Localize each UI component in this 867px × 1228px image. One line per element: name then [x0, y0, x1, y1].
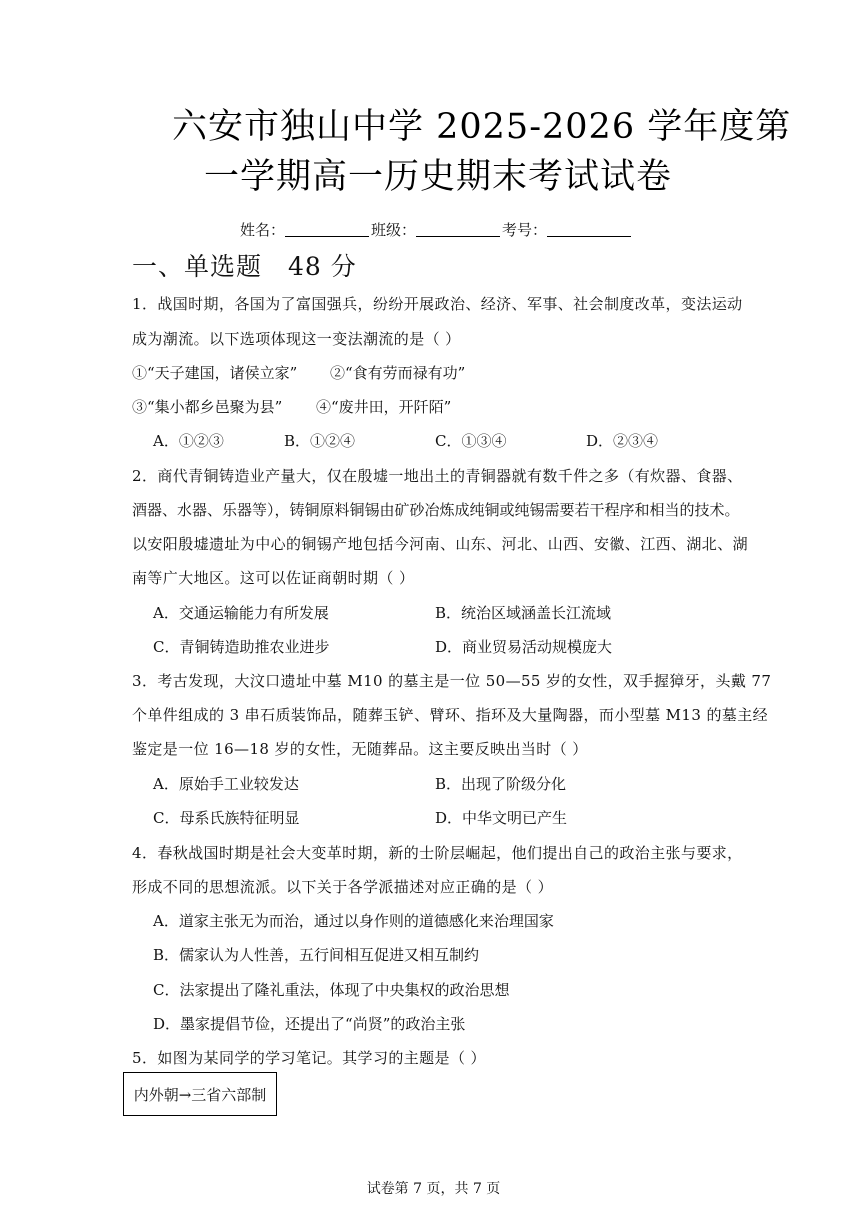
q3-stem-line2: 个单件组成的 3 串石质装饰品，随葬玉铲、臂环、指环及大量陶器，而小型墓 M13 的墓主经 — [132, 706, 769, 724]
q1-stem-line1: 1．战国时期，各国为了富国强兵，纷纷开展政治、经济、军事、社会制度改革，变法运动 — [132, 295, 743, 313]
q4-option-a: A．道家主张无为而治，通过以身作则的道德感化来治理国家 — [153, 912, 554, 930]
q3-stem-line3: 鉴定是一位 16—18 岁的女性，无随葬品。这主要反映出当时（ ） — [132, 740, 588, 758]
exam-no-label: 考号： — [502, 221, 548, 239]
q5-stem-line1: 5．如图为某同学的学习笔记。其学习的主题是（ ） — [132, 1049, 486, 1067]
q1-option-c: C．①③④ — [435, 432, 507, 450]
class-label: 班级： — [371, 221, 417, 239]
q1-stem-line2: 成为潮流。以下选项体现这一变法潮流的是（ ） — [132, 330, 461, 348]
name-blank — [285, 222, 369, 237]
q2-stem-line4: 南等广大地区。这可以佐证商朝时期（ ） — [132, 569, 415, 587]
q4-option-c: C．法家提出了隆礼重法，体现了中央集权的政治思想 — [153, 981, 510, 999]
exam-title-line2: 一学期高一历史期末考试试卷 — [204, 157, 673, 197]
q1-item-4: ④“废井田，开阡陌” — [316, 398, 452, 416]
q2-option-c: C．青铜铸造助推农业进步 — [153, 638, 330, 656]
q3-stem-line1: 3．考古发现，大汶口遗址中墓 M10 的墓主是一位 50—55 岁的女性，双手握獐牙，头戴 77 — [132, 672, 772, 690]
class-blank — [416, 222, 500, 237]
q3-option-b: B．出现了阶级分化 — [435, 775, 567, 793]
q2-stem-line2: 酒器、水器、乐器等），铸铜原料铜锡由矿砂冶炼成纯铜或纯锡需要若干程序和相当的技术。 — [132, 501, 740, 519]
q2-stem-line1: 2．商代青铜铸造业产量大，仅在殷墟一地出土的青铜器就有数千件之多（有炊器、食器、 — [132, 467, 743, 485]
q1-option-d: D．②③④ — [586, 432, 659, 450]
q3-option-a: A．原始手工业较发达 — [153, 775, 299, 793]
q3-option-c: C．母系氏族特征明显 — [153, 809, 300, 827]
q4-stem-line1: 4．春秋战国时期是社会大变革时期，新的士阶层崛起，他们提出自己的政治主张与要求， — [132, 844, 743, 862]
exam-title-line1: 六安市独山中学 2025-2026 学年度第 — [172, 107, 792, 147]
q3-option-d: D．中华文明已产生 — [435, 809, 568, 827]
q2-option-a: A．交通运输能力有所发展 — [153, 604, 329, 622]
study-note-box: 内外朝→三省六部制 — [123, 1072, 277, 1116]
q1-item-3: ③“集小都乡邑聚为县” — [132, 398, 283, 416]
q2-stem-line3: 以安阳殷墟遗址为中心的铜锡产地包括今河南、山东、河北、山西、安徽、江西、湖北、湖 — [132, 535, 749, 553]
q4-option-d: D．墨家提倡节俭，还提出了“尚贤”的政治主张 — [153, 1015, 466, 1033]
q2-option-b: B．统治区域涵盖长江流域 — [435, 604, 612, 622]
name-label: 姓名： — [240, 221, 286, 239]
exam-no-blank — [547, 222, 631, 237]
q1-item-1: ①“天子建国，诸侯立家” — [132, 364, 298, 382]
q4-stem-line2: 形成不同的思想流派。以下关于各学派描述对应正确的是（ ） — [132, 878, 553, 896]
q1-option-b: B．①②④ — [284, 432, 356, 450]
q2-option-d: D．商业贸易活动规模庞大 — [435, 638, 613, 656]
q1-item-2: ②“食有劳而禄有功” — [330, 364, 466, 382]
section-heading: 一、单选题 48 分 — [132, 252, 357, 281]
q4-option-b: B．儒家认为人性善，五行间相互促进又相互制约 — [153, 946, 480, 964]
page-footer: 试卷第 7 页，共 7 页 — [366, 1181, 501, 1197]
student-info-row — [240, 219, 633, 240]
q1-option-a: A．①②③ — [153, 432, 224, 450]
